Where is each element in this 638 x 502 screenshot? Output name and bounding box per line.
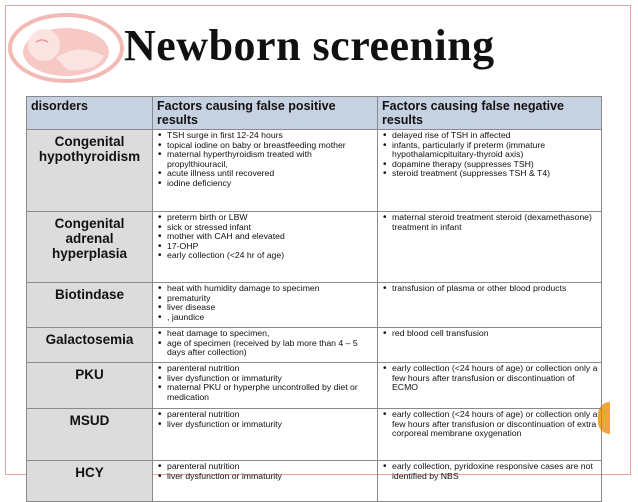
- false-positive-cell: [153, 409, 378, 461]
- list-item: • 17-OHP: [167, 242, 374, 252]
- list-item: • maternal PKU or hyperphe uncontrolled by diet or medication: [167, 383, 374, 402]
- list-item: • maternal steroid treatment steroid (dexamethasone) treatment in infant: [392, 213, 598, 232]
- header-false-positive: Factors causing false positive results: [153, 97, 378, 130]
- factor-list: [381, 284, 598, 294]
- false-positive-cell: [153, 212, 378, 283]
- table-row: [27, 212, 602, 283]
- list-item: • early collection, pyridoxine responsive cases are not identified by NBS: [392, 462, 598, 481]
- false-positive-cell: [153, 130, 378, 212]
- list-item: • liver dysfunction or immaturity: [167, 420, 374, 430]
- false-negative-cell: [378, 328, 602, 363]
- list-item: • topical iodine on baby or breastfeeding mother: [167, 141, 374, 151]
- page-title: Newborn screening: [124, 21, 495, 70]
- disorder-name: MSUD: [27, 409, 153, 461]
- list-item: • early collection (<24 hr of age): [167, 251, 374, 261]
- disorder-name: Congenital adrenal hyperplasia: [27, 212, 153, 283]
- disorder-name: Galactosemia: [27, 328, 153, 363]
- list-item: • infants, particularly if preterm (immature hypothalamicpituitary-thyroid axis): [392, 141, 598, 160]
- factor-list: [381, 410, 598, 439]
- list-item: • TSH surge in first 12-24 hours: [167, 131, 374, 141]
- factor-list: [381, 462, 598, 481]
- false-negative-cell: [378, 212, 602, 283]
- list-item: • liver disease: [167, 303, 374, 313]
- factor-list: [156, 364, 374, 402]
- list-item: • red blood cell transfusion: [392, 329, 598, 339]
- list-item: • transfusion of plasma or other blood products: [392, 284, 598, 294]
- list-item: • parenteral nutrition: [167, 410, 374, 420]
- factor-list: [156, 462, 374, 481]
- list-item: • parenteral nutrition: [167, 364, 374, 374]
- list-item: • liver dysfunction or immaturity: [167, 374, 374, 384]
- list-item: • dopamine therapy (suppresses TSH): [392, 160, 598, 170]
- list-item: • heat damage to specimen,: [167, 329, 374, 339]
- header-false-negative: Factors causing false negative results: [378, 97, 602, 130]
- disorder-name: Biotindase: [27, 283, 153, 328]
- list-item: • , jaundice: [167, 313, 374, 323]
- list-item: • early collection (<24 hours of age) or collection only a few hours after transfusion or discontinuation of extra corporeal membrane oxygenation: [392, 410, 598, 439]
- false-positive-cell: [153, 461, 378, 502]
- false-positive-cell: [153, 363, 378, 409]
- table-row: [27, 130, 602, 212]
- list-item: • heat with humidity damage to specimen: [167, 284, 374, 294]
- list-item: • prematurity: [167, 294, 374, 304]
- false-positive-cell: [153, 328, 378, 363]
- list-item: • steroid treatment (suppresses TSH & T4): [392, 169, 598, 179]
- false-negative-cell: [378, 283, 602, 328]
- header-disorders: disorders: [27, 97, 153, 130]
- list-item: • iodine deficiency: [167, 179, 374, 189]
- list-item: • delayed rise of TSH in affected: [392, 131, 598, 141]
- list-item: • early collection (<24 hours of age) or collection only a few hours after transfusion or discontinuation of ECMO: [392, 364, 598, 393]
- table-row: [27, 461, 602, 502]
- false-negative-cell: [378, 409, 602, 461]
- list-item: • liver dysfunction or immaturity: [167, 472, 374, 482]
- table-row: [27, 283, 602, 328]
- list-item: • preterm birth or LBW: [167, 213, 374, 223]
- baby-logo-icon: [8, 12, 126, 84]
- list-item: • mother with CAH and elevated: [167, 232, 374, 242]
- factor-list: [381, 131, 598, 179]
- list-item: • parenteral nutrition: [167, 462, 374, 472]
- screening-table: [26, 96, 602, 502]
- factor-list: [156, 329, 374, 358]
- false-positive-cell: [153, 283, 378, 328]
- disorder-name: HCY: [27, 461, 153, 502]
- disorder-name: Congenital hypothyroidism: [27, 130, 153, 212]
- table-row: [27, 328, 602, 363]
- factor-list: [381, 329, 598, 339]
- disorder-name: PKU: [27, 363, 153, 409]
- false-negative-cell: [378, 461, 602, 502]
- factor-list: [156, 131, 374, 188]
- false-negative-cell: [378, 363, 602, 409]
- table-header-row: [27, 97, 602, 130]
- table-row: [27, 363, 602, 409]
- list-item: • sick or stressed infant: [167, 223, 374, 233]
- factor-list: [381, 364, 598, 393]
- table-row: [27, 409, 602, 461]
- factor-list: [156, 410, 374, 429]
- factor-list: [156, 284, 374, 322]
- list-item: • acute illness until recovered: [167, 169, 374, 179]
- factor-list: [156, 213, 374, 261]
- list-item: • age of specimen (received by lab more than 4 – 5 days after collection): [167, 339, 374, 358]
- list-item: • maternal hyperthyroidism treated with propylthiouracil,: [167, 150, 374, 169]
- factor-list: [381, 213, 598, 232]
- false-negative-cell: [378, 130, 602, 212]
